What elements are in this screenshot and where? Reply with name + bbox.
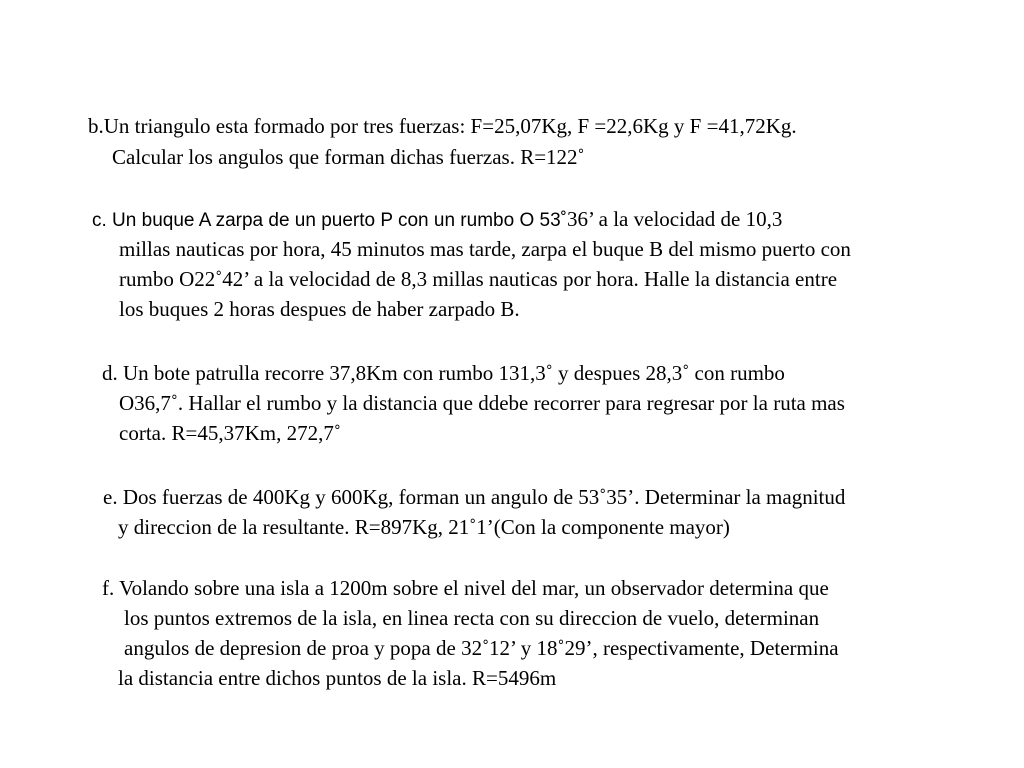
problem-f-line-2: los puntos extremos de la isla, en linea recta con su direccion de vuelo, determinan (124, 606, 820, 630)
problem-b-line-2: Calcular los angulos que forman dichas fuerzas. R=122˚ (112, 145, 585, 169)
problem-c-line-1-suffix: 36’ a la velocidad de 10,3 (566, 207, 783, 231)
problem-c-line-2: millas nauticas por hora, 45 minutos mas tarde, zarpa el buque B del mismo puerto con (119, 237, 851, 261)
problem-e-line-2: y direccion de la resultante. R=897Kg, 21˚1’(Con la componente mayor) (118, 515, 730, 539)
problem-b-line-1: b.Un triangulo esta formado por tres fuerzas: F=25,07Kg, F =22,6Kg y F =41,72Kg. (88, 114, 797, 138)
problem-e-line-1: e. Dos fuerzas de 400Kg y 600Kg, forman un angulo de 53˚35’. Determinar la magnitud (103, 485, 846, 509)
problem-f-line-3: angulos de depresion de proa y popa de 32˚12’ y 18˚29’, respectivamente, Determina (124, 636, 839, 660)
problem-c-line-1-prefix: c. Un buque A zarpa de un puerto P con un rumbo O 53˚ (92, 210, 567, 231)
problem-f-line-1: f. Volando sobre una isla a 1200m sobre el nivel del mar, un observador determina que (102, 576, 829, 600)
problem-c-line-3: rumbo O22˚42’ a la velocidad de 8,3 millas nauticas por hora. Halle la distancia entre (119, 267, 838, 291)
problem-f-line-4: la distancia entre dichos puntos de la isla. R=5496m (118, 666, 557, 690)
problem-c-line-4: los buques 2 horas despues de haber zarpado B. (119, 297, 520, 321)
problem-c-line-1 (92, 207, 782, 233)
problem-d-line-2: O36,7˚. Hallar el rumbo y la distancia que ddebe recorrer para regresar por la ruta mas (119, 391, 845, 415)
problem-d-line-3: corta. R=45,37Km, 272,7˚ (119, 421, 341, 445)
problem-d-line-1: d. Un bote patrulla recorre 37,8Km con rumbo 131,3˚ y despues 28,3˚ con rumbo (102, 361, 785, 385)
